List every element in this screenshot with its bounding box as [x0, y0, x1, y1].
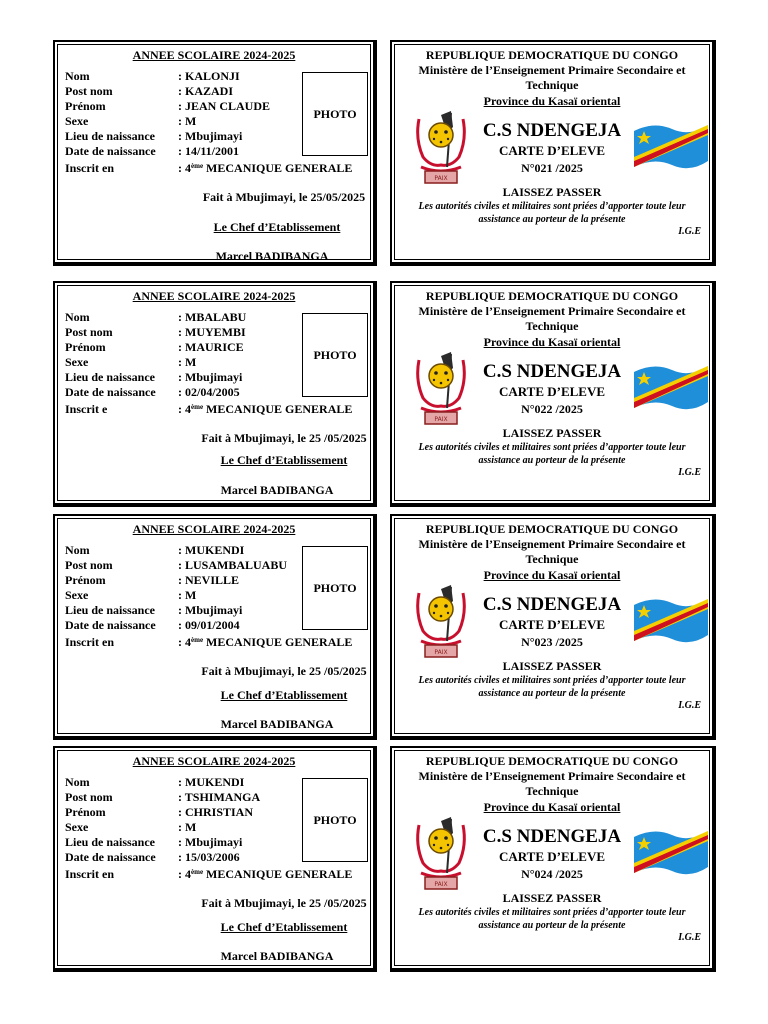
- province-title: Province du Kasaï oriental: [483, 568, 621, 582]
- label-date: Date de naissance: [65, 850, 156, 864]
- card-number: N°024 /2025: [521, 867, 583, 881]
- ministry-title: Ministère de l’Enseignement Primaire Secondaire et Technique: [418, 537, 686, 566]
- authorities-notice: Les autorités civiles et militaires sont priées d’apporter toute leur assistance au porteur de la présente: [418, 442, 686, 466]
- label-date: Date de naissance: [65, 618, 156, 632]
- province-title: Province du Kasaï oriental: [483, 335, 621, 349]
- drc-flag-icon: [630, 358, 712, 416]
- fait-a: Fait à Mbujimayi, le 25 /05/2025: [201, 896, 367, 910]
- label-sexe: Sexe: [65, 588, 89, 602]
- label-postnom: Post nom: [65, 84, 113, 98]
- value-date: : 02/04/2005: [178, 385, 240, 399]
- label-prenom: Prénom: [65, 99, 106, 113]
- republic-title: REPUBLIQUE DEMOCRATIQUE DU CONGO: [425, 522, 679, 536]
- chef-title: Le Chef d’Etablissement: [220, 688, 348, 702]
- label-nom: Nom: [65, 69, 90, 83]
- school-name: C.S NDENGEJA: [482, 361, 622, 382]
- label-postnom: Post nom: [65, 558, 113, 572]
- value-inscrit: : 4ème MECANIQUE GENERALE: [178, 635, 353, 649]
- student-card-info-1: [53, 40, 377, 266]
- label-prenom: Prénom: [65, 340, 106, 354]
- student-card-info-3: [53, 514, 377, 740]
- label-inscrit: Inscrit en: [65, 867, 114, 881]
- label-date: Date de naissance: [65, 385, 156, 399]
- card-number: N°021 /2025: [521, 161, 583, 175]
- value-prenom: : JEAN CLAUDE: [178, 99, 271, 113]
- signatory-name: Marcel BADIBANGA: [220, 717, 334, 731]
- school-name: C.S NDENGEJA: [482, 120, 622, 141]
- photo-box: PHOTO: [302, 313, 368, 397]
- value-lieu: : Mbujimayi: [178, 370, 243, 384]
- value-sexe: : M: [178, 355, 197, 369]
- chef-title: Le Chef d’Etablissement: [213, 220, 341, 234]
- value-lieu: : Mbujimayi: [178, 835, 243, 849]
- label-date: Date de naissance: [65, 144, 156, 158]
- value-date: : 09/01/2004: [178, 618, 240, 632]
- card-number: N°022 /2025: [521, 402, 583, 416]
- label-prenom: Prénom: [65, 805, 106, 819]
- label-prenom: Prénom: [65, 573, 106, 587]
- value-lieu: : Mbujimayi: [178, 129, 243, 143]
- school-year: ANNEE SCOLAIRE 2024-2025: [132, 754, 296, 768]
- svg-text:PAIX: PAIX: [434, 649, 448, 656]
- card-title: CARTE D’ELEVE: [498, 849, 606, 864]
- authorities-notice: Les autorités civiles et militaires sont priées d’apporter toute leur assistance au porteur de la présente: [418, 907, 686, 931]
- student-card-pass-2: [390, 281, 716, 507]
- svg-text:PAIX: PAIX: [434, 881, 448, 888]
- school-year: ANNEE SCOLAIRE 2024-2025: [132, 522, 296, 536]
- chef-title: Le Chef d’Etablissement: [220, 453, 348, 467]
- chef-title: Le Chef d’Etablissement: [220, 920, 348, 934]
- photo-box: PHOTO: [302, 778, 368, 862]
- label-nom: Nom: [65, 775, 90, 789]
- value-lieu: : Mbujimayi: [178, 603, 243, 617]
- province-title: Province du Kasaï oriental: [483, 94, 621, 108]
- student-card-pass-3: [390, 514, 716, 740]
- drc-flag-icon: [630, 591, 712, 649]
- label-sexe: Sexe: [65, 355, 89, 369]
- school-name: C.S NDENGEJA: [482, 826, 622, 847]
- student-card-pass-1: [390, 40, 716, 266]
- ige-mark: I.G.E: [678, 932, 701, 943]
- ige-mark: I.G.E: [678, 226, 701, 237]
- value-postnom: : TSHIMANGA: [178, 790, 261, 804]
- label-nom: Nom: [65, 543, 90, 557]
- ige-mark: I.G.E: [678, 467, 701, 478]
- ige-mark: I.G.E: [678, 700, 701, 711]
- label-lieu: Lieu de naissance: [65, 370, 156, 384]
- school-year: ANNEE SCOLAIRE 2024-2025: [132, 48, 296, 62]
- card-title: CARTE D’ELEVE: [498, 384, 606, 399]
- laissez-passer: LAISSEZ PASSER: [502, 426, 602, 440]
- svg-text:PAIX: PAIX: [434, 416, 448, 423]
- ministry-title: Ministère de l’Enseignement Primaire Secondaire et Technique: [418, 304, 686, 333]
- value-nom: : MBALABU: [178, 310, 247, 324]
- label-lieu: Lieu de naissance: [65, 603, 156, 617]
- signatory-name: Marcel BADIBANGA: [220, 949, 334, 963]
- ministry-title: Ministère de l’Enseignement Primaire Secondaire et Technique: [418, 769, 686, 798]
- republic-title: REPUBLIQUE DEMOCRATIQUE DU CONGO: [425, 289, 679, 303]
- value-nom: : KALONJI: [178, 69, 240, 83]
- value-prenom: : MAURICE: [178, 340, 244, 354]
- province-title: Province du Kasaï oriental: [483, 800, 621, 814]
- label-inscrit: Inscrit en: [65, 635, 114, 649]
- school-year: ANNEE SCOLAIRE 2024-2025: [132, 289, 296, 303]
- signatory-name: Marcel BADIBANGA: [215, 249, 329, 263]
- label-lieu: Lieu de naissance: [65, 835, 156, 849]
- fait-a: Fait à Mbujimayi, le 25 /05/2025: [201, 664, 367, 678]
- label-postnom: Post nom: [65, 790, 113, 804]
- school-name: C.S NDENGEJA: [482, 594, 622, 615]
- photo-box: PHOTO: [302, 72, 368, 156]
- label-sexe: Sexe: [65, 114, 89, 128]
- label-inscrit: Inscrit en: [65, 161, 114, 175]
- value-sexe: : M: [178, 820, 197, 834]
- value-prenom: : NEVILLE: [178, 573, 240, 587]
- authorities-notice: Les autorités civiles et militaires sont priées d’apporter toute leur assistance au porteur de la présente: [418, 675, 686, 699]
- value-nom: : MUKENDI: [178, 775, 245, 789]
- photo-box: PHOTO: [302, 546, 368, 630]
- value-prenom: : CHRISTIAN: [178, 805, 254, 819]
- ministry-title: Ministère de l’Enseignement Primaire Secondaire et Technique: [418, 63, 686, 92]
- value-inscrit: : 4ème MECANIQUE GENERALE: [178, 161, 353, 175]
- student-card-info-2: [53, 281, 377, 507]
- laissez-passer: LAISSEZ PASSER: [502, 891, 602, 905]
- laissez-passer: LAISSEZ PASSER: [502, 185, 602, 199]
- value-inscrit: : 4ème MECANIQUE GENERALE: [178, 402, 353, 416]
- value-inscrit: : 4ème MECANIQUE GENERALE: [178, 867, 353, 881]
- label-sexe: Sexe: [65, 820, 89, 834]
- label-postnom: Post nom: [65, 325, 113, 339]
- republic-title: REPUBLIQUE DEMOCRATIQUE DU CONGO: [425, 48, 679, 62]
- label-nom: Nom: [65, 310, 90, 324]
- label-lieu: Lieu de naissance: [65, 129, 156, 143]
- republic-title: REPUBLIQUE DEMOCRATIQUE DU CONGO: [425, 754, 679, 768]
- card-title: CARTE D’ELEVE: [498, 617, 606, 632]
- value-date: : 14/11/2001: [178, 144, 240, 158]
- value-postnom: : MUYEMBI: [178, 325, 246, 339]
- drc-flag-icon: [630, 823, 712, 881]
- value-postnom: : KAZADI: [178, 84, 234, 98]
- authorities-notice: Les autorités civiles et militaires sont priées d’apporter toute leur assistance au porteur de la présente: [418, 201, 686, 225]
- card-title: CARTE D’ELEVE: [498, 143, 606, 158]
- svg-text:PAIX: PAIX: [434, 175, 448, 182]
- card-number: N°023 /2025: [521, 635, 583, 649]
- label-inscrit: Inscrit e: [65, 402, 108, 416]
- value-postnom: : LUSAMBALUABU: [178, 558, 288, 572]
- value-sexe: : M: [178, 588, 197, 602]
- signatory-name: Marcel BADIBANGA: [220, 483, 334, 497]
- drc-flag-icon: [630, 117, 712, 175]
- fait-a: Fait à Mbujimayi, le 25 /05/2025: [201, 431, 367, 445]
- value-date: : 15/03/2006: [178, 850, 240, 864]
- value-sexe: : M: [178, 114, 197, 128]
- value-nom: : MUKENDI: [178, 543, 245, 557]
- fait-a: Fait à Mbujimayi, le 25/05/2025: [202, 190, 366, 204]
- laissez-passer: LAISSEZ PASSER: [502, 659, 602, 673]
- student-card-info-4: [53, 746, 377, 972]
- student-card-pass-4: [390, 746, 716, 972]
